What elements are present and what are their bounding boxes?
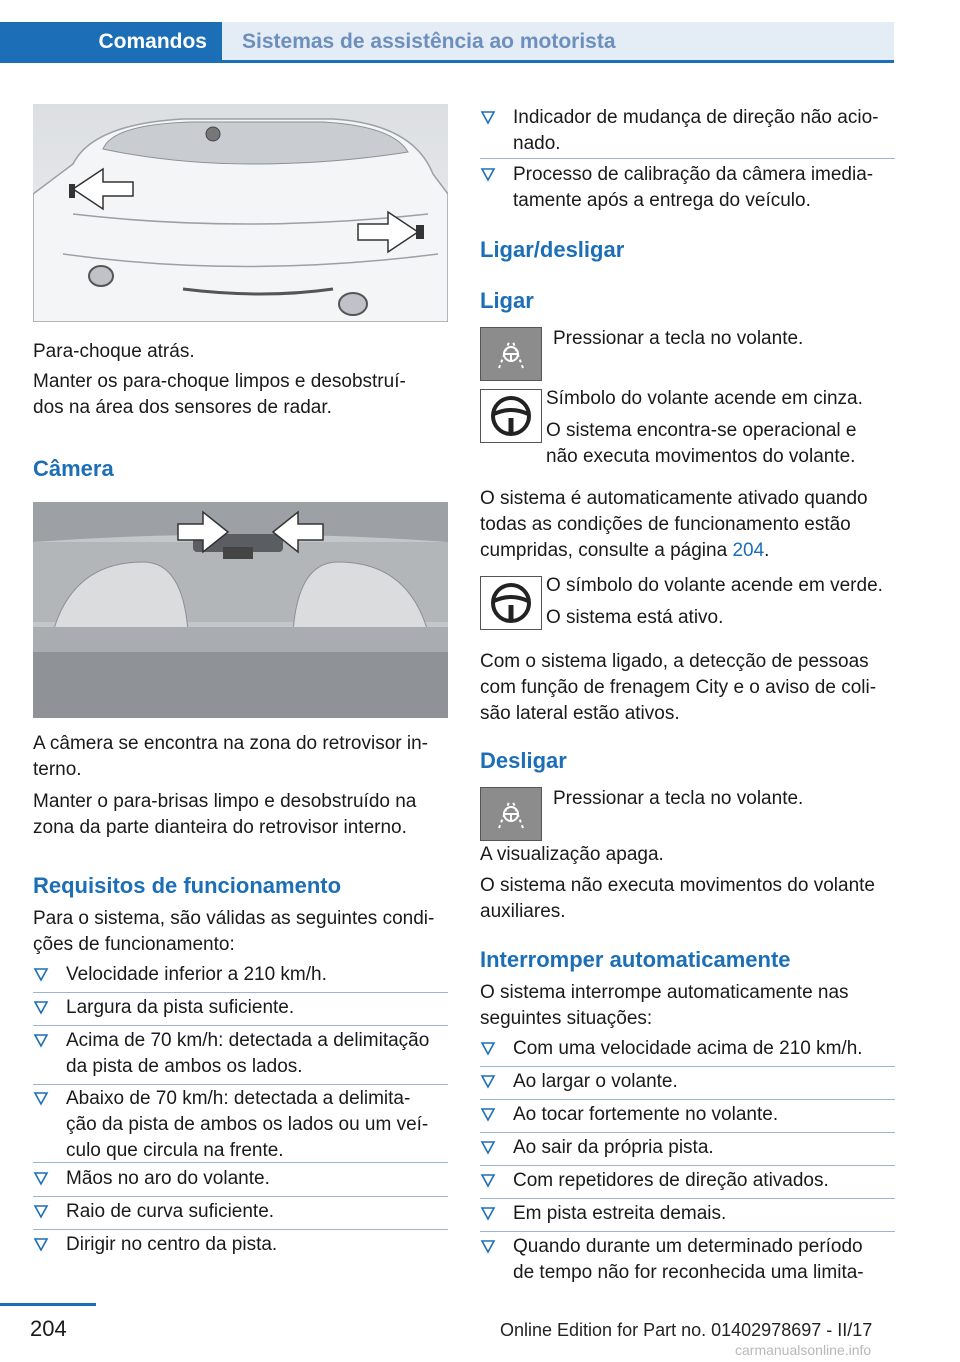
lane-assist-button-icon: [480, 787, 542, 841]
requirements-heading: Requisitos de funcionamento: [33, 873, 342, 898]
divider: [480, 1198, 895, 1199]
system-active-text: O sistema está ativo.: [546, 607, 724, 628]
divider: [33, 1162, 448, 1163]
rear-bumper-image: [33, 104, 448, 322]
symbol-gray-text: Símbolo do volante acende em cinza.: [546, 388, 863, 409]
divider: [480, 1099, 895, 1100]
no-steering-text: O sistema não executa movimentos do volante auxiliares.: [480, 875, 875, 922]
bullet-triangle-icon: [480, 1108, 496, 1122]
divider: [480, 1165, 895, 1166]
camera-location-text: A câmera se encontra na zona do retrovisor in- terno.: [33, 733, 428, 780]
bullet-triangle-icon: [33, 1205, 49, 1219]
camera-interior-image: [33, 502, 448, 718]
divider: [480, 1066, 895, 1067]
page-204-link[interactable]: 204: [732, 540, 765, 561]
tab-comandos[interactable]: Comandos: [0, 22, 222, 60]
tab-driver-assistance[interactable]: Sistemas de assistência ao motorista: [222, 22, 894, 60]
bullet-triangle-icon: [33, 968, 49, 982]
press-button-text: Pressionar a tecla no volante.: [553, 328, 804, 349]
camera-heading: Câmera: [33, 456, 114, 481]
auto-activated-text: O sistema é automaticamente ativado quando todas as condições de funcionamento estão cumpridas, consulte a página 204.: [480, 488, 868, 561]
edition-info: Online Edition for Part no. 01402978697 - II/17: [500, 1320, 873, 1340]
divider: [33, 1084, 448, 1085]
bullet-triangle-icon: [33, 1172, 49, 1186]
divider: [33, 1196, 448, 1197]
press-button-off-text: Pressionar a tecla no volante.: [553, 788, 804, 809]
off-heading: Desligar: [480, 748, 567, 773]
divider: [480, 1231, 895, 1232]
divider: [33, 1229, 448, 1230]
bullet-triangle-icon: [33, 1001, 49, 1015]
bullet-triangle-icon: [33, 1092, 49, 1106]
bullet-triangle-icon: [480, 1075, 496, 1089]
divider: [480, 1132, 895, 1133]
windshield-instruction: Manter o para-brisas limpo e desobstruído na zona da parte dianteira do retrovisor interno.: [33, 791, 417, 838]
footer-rule: [0, 1303, 96, 1306]
page-number: 204: [30, 1316, 67, 1341]
bumper-caption: Para-choque atrás.: [33, 341, 195, 362]
watermark: carmanualsonline.info: [735, 1342, 872, 1358]
interrupt-heading: Interromper automaticamente: [480, 947, 791, 972]
system-operational-text: O sistema encontra-se operacional e não executa movimentos do volante.: [546, 420, 857, 467]
header-rule: [0, 60, 894, 63]
bullet-triangle-icon: [480, 1240, 496, 1254]
bullet-triangle-icon: [33, 1034, 49, 1048]
on-off-heading: Ligar/desligar: [480, 237, 625, 262]
lane-assist-button-icon: [480, 327, 542, 381]
bumper-instruction: Manter os para-choque limpos e desobstruí- dos na área dos sensores de radar.: [33, 371, 406, 418]
bullet-triangle-icon: [480, 1207, 496, 1221]
divider: [33, 992, 448, 993]
divider: [480, 158, 895, 159]
bullet-triangle-icon: [33, 1238, 49, 1252]
symbol-green-text: O símbolo do volante acende em verde.: [546, 575, 883, 596]
display-off-text: A visualização apaga.: [480, 844, 664, 865]
bullet-triangle-icon: [480, 1141, 496, 1155]
bullet-triangle-icon: [480, 1042, 496, 1056]
divider: [33, 1025, 448, 1026]
interrupt-intro: O sistema interrompe automaticamente nas seguintes situações:: [480, 982, 849, 1029]
system-on-text: Com o sistema ligado, a detecção de pessoas com função de frenagem City e o aviso de coli- são lateral estão ativos.: [480, 651, 877, 724]
bullet-triangle-icon: [480, 168, 496, 182]
bullet-triangle-icon: [480, 111, 496, 125]
on-heading: Ligar: [480, 288, 534, 313]
steering-wheel-gray-icon: [480, 389, 542, 443]
requirements-intro: Para o sistema, são válidas as seguintes condi- ções de funcionamento:: [33, 908, 435, 955]
bullet-triangle-icon: [480, 1174, 496, 1188]
steering-wheel-green-icon: [480, 576, 542, 630]
